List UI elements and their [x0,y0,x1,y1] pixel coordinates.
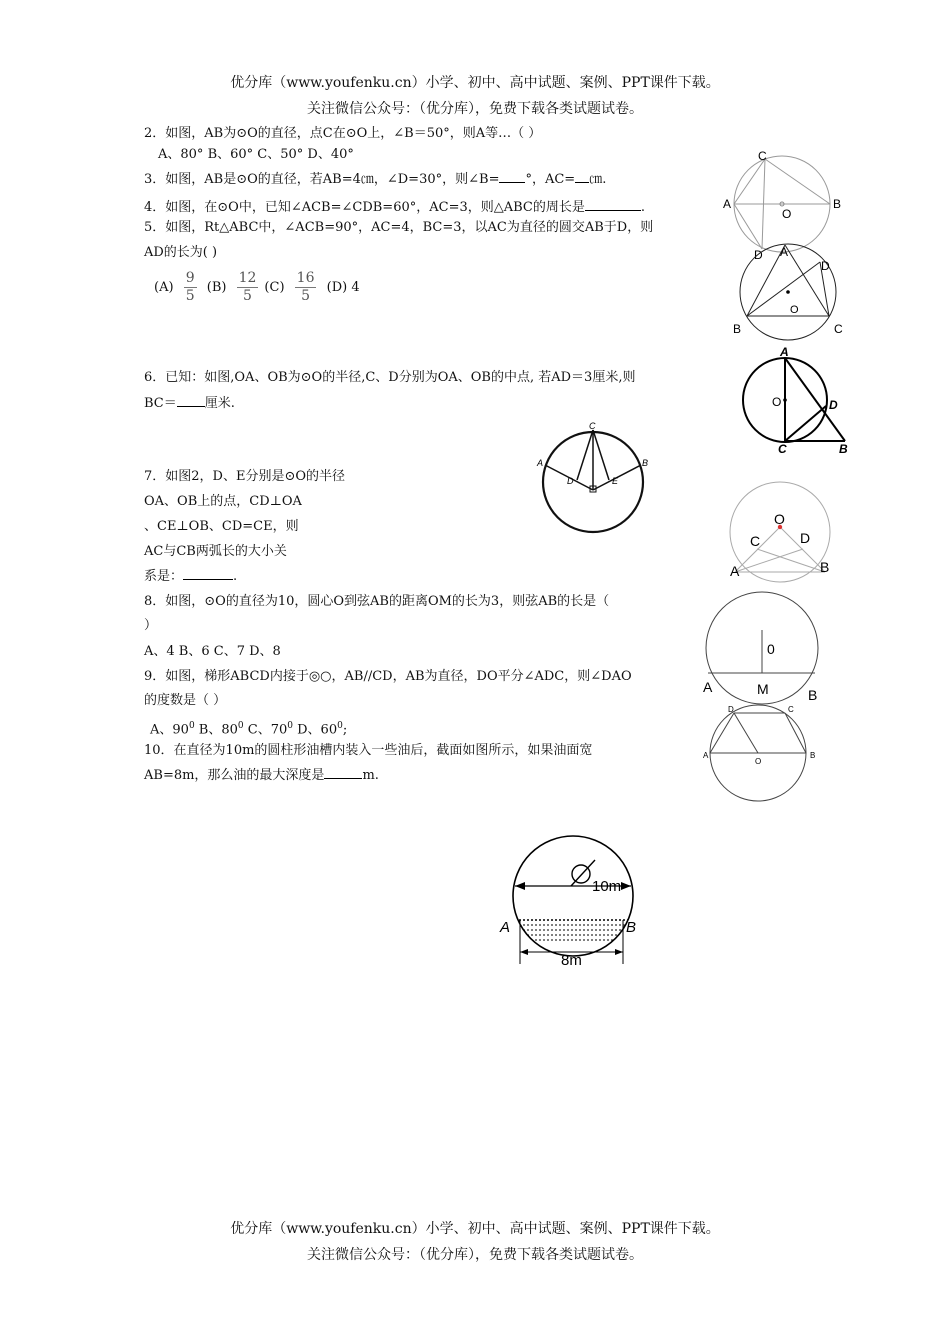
answer-blank[interactable] [585,210,641,211]
circle [513,836,633,956]
label-o: O [755,757,762,766]
arrow-head-left [515,882,525,890]
page-header-line1: 优分库（www.youfenku.cn）小学、初中、高中试题、案例、PPT课件下载。 [230,75,720,91]
question-4 [144,198,645,218]
degree-sup: 0 [287,721,293,731]
center-point [783,398,787,402]
fraction-b-numerator: 12 [238,270,257,286]
label-width: 8m [561,952,582,969]
chord-ac [734,159,765,204]
question-8-line2: ） [144,618,158,633]
label-a: A [730,563,740,579]
degree-sup: 0 [237,721,244,731]
label-m: M [757,681,769,697]
fraction-b [237,270,259,305]
question-9-line1: 9．如图，梯形ABCD内接于◎○，AB//CD，AB为直径，DO平分∠ADC，则∠DAO [144,669,632,684]
question-8-options: A、4 B、6 C、7 D、8 [144,644,281,659]
label-c: C [778,442,787,456]
answer-blank[interactable] [183,579,233,580]
circle [730,482,830,582]
question-10-line2 [144,766,379,786]
label-b: B [733,322,742,336]
label-b: B [833,197,842,211]
figure-q8 [700,590,825,705]
center-point [786,290,790,294]
segment-ce [593,430,609,480]
option-end: ; [342,722,348,738]
fraction-c-numerator: 16 [296,270,315,286]
label-b: B [808,687,818,703]
arrow-head-left [520,949,528,955]
degree-sup: 0 [188,721,195,731]
label-c: C [788,705,794,714]
question-9-line2: 的度数是（ ） [144,693,227,708]
question-5-line2: AD的长为( ) [144,245,218,260]
label-a: A [537,458,544,468]
question-9-options [150,716,347,740]
figure-q9 [700,705,825,805]
label-c: C [750,533,761,549]
question-4-text-b: . [640,200,646,215]
label-a: A [780,345,789,359]
option-d: D、60 [293,722,338,738]
question-7-line3: 、CE⊥OB、CD=CE，则 [144,519,299,534]
figure-q10 [495,840,655,970]
page-footer-line1: 优分库（www.youfenku.cn）小学、初中、高中试题、案例、PPT课件下载。 [230,1221,720,1237]
question-7-line5 [144,567,237,587]
figure-q4 [728,240,858,340]
question-8-line1: 8．如图，⊙O的直径为10，圆心O到弦AB的距离OM的长为3，则弦AB的长是（ [144,594,610,609]
label-o: O [772,395,782,409]
label-a: A [703,751,709,760]
degree-sup: 0 [337,721,343,731]
answer-blank[interactable] [177,406,205,407]
page-header-line2: 关注微信公众号：（优分库），免费下载各类试题试卷。 [307,101,643,117]
option-a: A、90 [150,722,189,738]
question-7-text-a: 系是： [144,569,184,584]
segment-bc [757,549,825,572]
option-d-label: (D) 4 [326,280,360,295]
question-3 [144,170,606,190]
answer-blank[interactable] [499,182,525,183]
label-d: D [800,530,811,546]
arrow-head-right [621,882,631,890]
figure-q6 [725,480,840,580]
question-5-options [154,268,360,308]
question-2: 2．如图，AB为⊙O的直径，点C在⊙O上，∠B＝50°，则A等…（ ） [144,126,542,141]
question-7-line4: AC与CB两弧长的大小关 [144,544,287,559]
label-a: A [703,679,713,695]
label-o: O [790,304,799,316]
label-a: A [500,919,511,936]
question-3-text-b: °，AC= [525,172,576,187]
option-a-label: (A) [154,280,174,295]
label-a: A [780,245,789,259]
answer-blank[interactable] [575,182,589,183]
question-3-text-a: 3．如图，AB是⊙O的直径，若AB=4㎝，∠D=30°，则∠B= [144,172,500,187]
label-o: O [782,207,792,221]
label-c: C [834,322,843,336]
question-7-text-b: . [233,569,238,584]
label-d: D [754,248,763,262]
option-c: C、70 [243,722,288,738]
fraction-c-denominator: 5 [301,288,311,304]
question-10-line1: 10．在直径为10m的圆柱形油槽内装入一些油后，截面如图所示，如果油面宽 [144,743,593,758]
answer-blank[interactable] [324,778,362,779]
arrow-head-right [615,949,623,955]
label-b: B [810,751,816,760]
question-6-text-b: 厘米. [204,396,235,411]
chord-cb [765,159,830,204]
question-6-line2 [144,394,235,414]
label-b: B [642,458,649,468]
fraction-a-numerator: 9 [185,270,195,286]
label-o: O [774,511,785,527]
label-e: E [612,476,619,486]
question-2-options: A、80° B、60° C、50° D、40° [158,147,354,162]
label-d: D [728,705,734,714]
label-o: 0 [767,641,775,657]
question-10-text-b: m. [362,768,379,783]
label-d: D [821,259,830,273]
label-b: B [839,442,848,456]
label-b: B [626,919,637,936]
fraction-a [184,270,197,305]
label-c: C [589,421,596,431]
label-c: C [758,149,767,163]
fraction-a-denominator: 5 [185,288,195,304]
question-6: 6．已知：如图,OA、OB为⊙O的半径,C、D分别为OA、OB的中点, 若AD＝3厘米,则 [144,370,636,385]
question-6-text-a: BC＝ [144,396,177,411]
segment-ad [735,549,803,572]
question-10-text-a: AB=8m，那么油的最大深度是 [144,768,325,783]
question-3-text-c: ㎝. [589,172,607,187]
segment-do [734,713,758,753]
label-b: B [820,559,830,575]
question-7-line1: 7．如图2，D、E分别是⊙O的半径 [144,469,346,484]
fraction-c [295,270,317,305]
question-7-line2: OA、OB上的点，CD⊥OA [144,494,302,509]
label-a: A [723,197,732,211]
option-b: B、80 [194,722,238,738]
segment-cd [577,430,593,480]
chord-bd [747,262,820,316]
figure-q5 [740,343,855,458]
side-cb [785,713,806,753]
question-4-text-a: 4．如图，在⊙O中，已知∠ACB=∠CDB=60°，AC=3，则△ABC的周长是 [144,200,585,215]
page-footer-line2: 关注微信公众号：（优分库），免费下载各类试题试卷。 [307,1247,643,1263]
label-d: D [829,398,838,412]
fraction-b-denominator: 5 [243,288,252,304]
option-c-label: (C) [264,280,285,295]
question-5: 5．如图，Rt△ABC中，∠ACB=90°，AC=4，BC=3，以AC为直径的圆交AB于D，则 [144,220,654,235]
figure-q7 [537,420,652,535]
option-b-label: (B) [206,280,227,295]
label-d: D [567,476,574,486]
label-diameter: 10m [592,878,622,895]
side-ad [710,713,734,753]
